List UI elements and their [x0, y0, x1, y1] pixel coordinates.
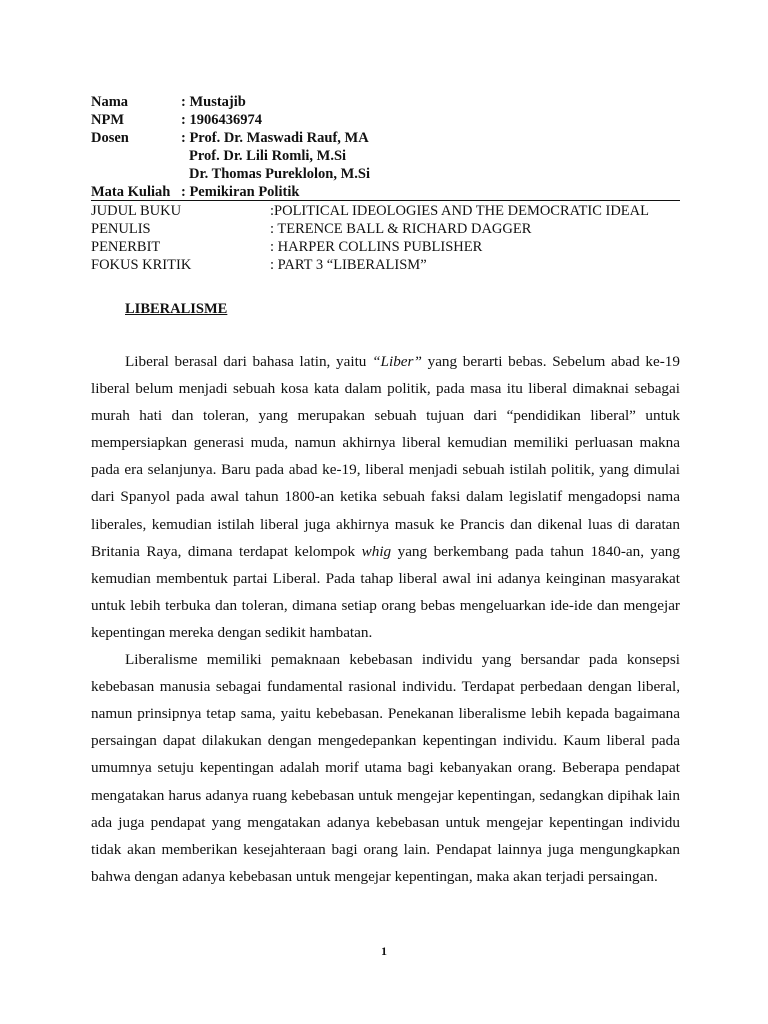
nama-label: Nama	[91, 94, 129, 110]
matakuliah-value: : Pemikiran Politik	[181, 184, 300, 200]
fokus-value: : PART 3 “LIBERALISM”	[270, 257, 427, 273]
matakuliah-label: Mata Kuliah	[91, 184, 171, 200]
liber-term: “Liber”	[372, 353, 422, 370]
penulis-label: PENULIS	[91, 221, 151, 237]
body-text	[91, 348, 680, 890]
dosen-value-1: : Prof. Dr. Maswadi Rauf, MA	[181, 130, 369, 146]
whig-term: whig	[361, 542, 392, 560]
header-npm-row	[91, 111, 262, 129]
book-penulis-row	[91, 220, 531, 238]
dosen-label: Dosen	[91, 130, 129, 146]
judul-value: :POLITICAL IDEOLOGIES AND THE DEMOCRATIC IDEAL	[270, 203, 649, 219]
header-dosen-row	[91, 129, 369, 147]
penerbit-value: : HARPER COLLINS PUBLISHER	[270, 239, 483, 255]
fokus-label: FOKUS KRITIK	[91, 257, 192, 273]
dosen-value-3: Dr. Thomas Pureklolon, M.Si	[189, 166, 371, 182]
header-matakuliah-row	[91, 183, 299, 201]
header-divider	[91, 200, 680, 201]
npm-label: NPM	[91, 112, 125, 128]
penulis-value: : TERENCE BALL & RICHARD DAGGER	[270, 221, 532, 237]
book-judul-row	[91, 202, 649, 220]
section-title: LIBERALISME	[125, 301, 228, 317]
dosen-value-2: Prof. Dr. Lili Romli, M.Si	[189, 148, 347, 164]
paragraph-1-part-c: yang berkembang pada tahun 1840-an, yang kemudian membentuk partai Liberal. Pada tahap liberal awal ini adanya keinginan masyarakat untuk lebih terbuka dan toleran, dimana setiap orang bebas mengeluarkan ide-ide dan mengejar kepentingan mereka dengan sedikit hambatan.	[91, 542, 680, 641]
page-number: 1	[381, 944, 387, 958]
penerbit-label: PENERBIT	[91, 239, 161, 255]
nama-value: : Mustajib	[181, 94, 246, 110]
judul-label: JUDUL BUKU	[91, 203, 182, 219]
paragraph-1-part-a: Liberal berasal dari bahasa latin, yaitu	[125, 353, 373, 370]
header-nama-row	[91, 93, 246, 111]
paragraph-1-part-b: yang berarti bebas. Sebelum abad ke-19 liberal belum menjadi sebuah kosa kata dalam politik, pada masa itu liberal dimaknai sebagai murah hati dan toleran, yang merupakan sebuah tujuan dari “pendidikan liberal” untuk mempersiapkan generasi muda, namun akhirnya liberal kemudian memiliki perluasan makna pada era selanjunya. Baru pada abad ke-19, liberal menjadi sebuah istilah politik, yang dimulai dari Spanyol pada awal tahun 1800-an ketika sebuah faksi dalam legislatif mengadopsi nama liberales, kemudian istilah liberal juga akhirnya masuk ke Prancis dan dikenal luas di daratan Britania Raya, dimana terdapat kelompok	[91, 353, 680, 560]
npm-value: : 1906436974	[181, 112, 262, 128]
paragraph-2: Liberalisme memiliki pemaknaan kebebasan individu yang bersandar pada konsepsi kebebasan manusia sebagai fundamental rasional individu. Terdapat perbedaan dengan liberal, namun prinsipnya tetap sama, yaitu kebebasan. Penekanan liberalisme lebih kepada bagaimana persaingan dapat dilakukan dengan mengedepankan kepentingan individu. Kaum liberal pada umumnya setuju kepentingan adalah morif utama bagi kebanyakan orang. Beberapa pendapat mengatakan harus adanya ruang kebebasan untuk mengejar kepentingan, sedangkan dipihak lain ada juga pendapat yang mengatakan adanya kebebasan untuk mengejar kepentingan individu tidak akan memberikan kesejahteraan bagi orang lain. Pendapat lainnya juga mengungkapkan bahwa dengan adanya kebebasan untuk mengejar kepentingan, maka akan terjadi persaingan.	[91, 651, 680, 885]
paragraph-1	[91, 348, 680, 646]
book-fokus-row	[91, 256, 427, 274]
book-penerbit-row	[91, 238, 482, 256]
